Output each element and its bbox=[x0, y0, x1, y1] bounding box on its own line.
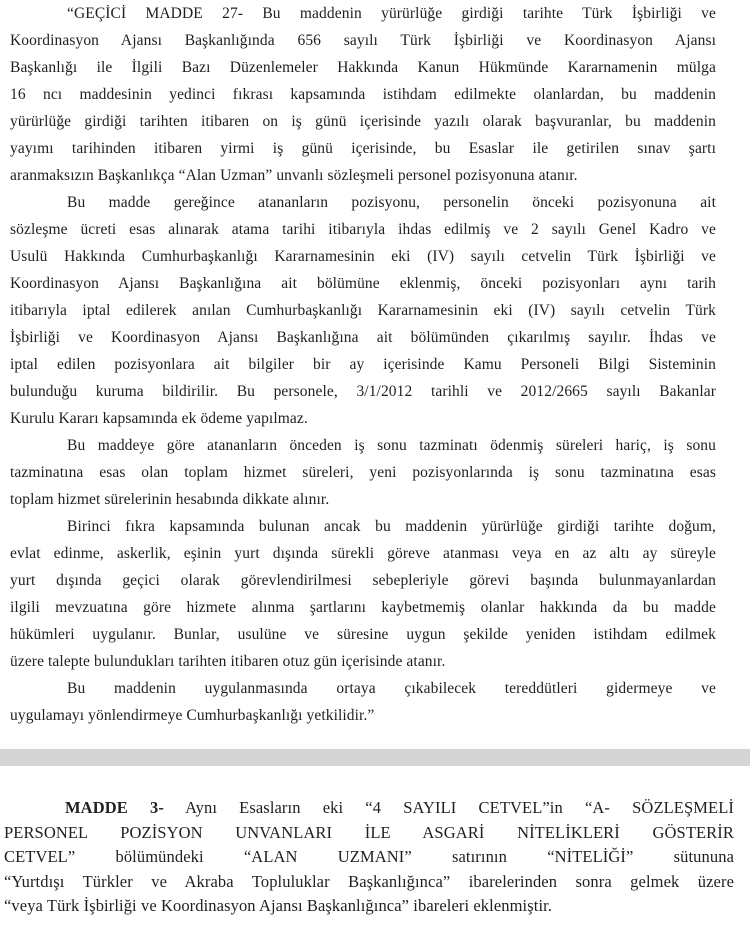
text-line: “GEÇİCİ MADDE 27- Bu maddenin yürürlüğe girdiği tarihte Türk İşbirliği ve bbox=[67, 5, 716, 22]
text-line: tazminatına esas olan toplam hizmet süreleri, yeni pozisyonlarında iş sonu tazminatına esas bbox=[10, 464, 716, 481]
text-line: Koordinasyon Ajansı Başkanlığında 656 sayılı Türk İşbirliği ve Koordinasyon Ajansı bbox=[10, 32, 716, 49]
text-line: Birinci fıkra kapsamında bulunan ancak bu maddenin yürürlüğe girdiği tarihte doğum, bbox=[67, 518, 716, 535]
text-line: Bu maddenin uygulanmasında ortaya çıkabilecek tereddütleri gidermeye ve bbox=[67, 680, 716, 697]
section-madde-3 bbox=[4, 796, 734, 919]
text-line: toplam hizmet sürelerinin hesabında dikkate alınır. bbox=[10, 491, 330, 508]
text-line: yürürlüğe girdiği tarihten itibaren on iş günü içerisinde yazılı olarak başvuranlar, bu maddenin bbox=[10, 113, 716, 130]
section-divider bbox=[0, 749, 750, 766]
madde-3-label: MADDE 3- bbox=[65, 798, 164, 817]
text-line: İşbirliği ve Koordinasyon Ajansı Başkanlığına ait bölümünden çıkarılmış sayılır. İhdas ve bbox=[10, 329, 716, 346]
text-line: “Yurtdışı Türkler ve Akraba Topluluklar Başkanlığınca” ibarelerinden sonra gelmek üzere bbox=[4, 871, 734, 891]
paragraph-1 bbox=[10, 0, 716, 189]
text-line: bulunduğu kuruma bildirilir. Bu personele, 3/1/2012 tarihli ve 2012/2665 sayılı Bakanlar bbox=[10, 383, 716, 400]
text-line: aranmaksızın Başkanlıkça “Alan Uzman” unvanlı sözleşmeli personel pozisyonuna atanır. bbox=[10, 167, 578, 184]
section-gecici-madde-27 bbox=[10, 0, 716, 729]
text-line: sözleşme ücreti esas alınarak atama tarihi itibarıyla ihdas edilmiş ve 2 sayılı Genel Kadro ve bbox=[10, 221, 716, 238]
text-line: yayımı tarihinden itibaren yirmi iş günü içerisinde, bu Esaslar ile getirilen sınav şartı bbox=[10, 140, 716, 157]
paragraph-5 bbox=[10, 675, 716, 729]
text-line: iptal edilen pozisyonlara ait bilgiler bir ay içerisinde Kamu Personeli Bilgi Sisteminin bbox=[10, 356, 716, 373]
text-line: üzere talepte bulundukları tarihten itibaren otuz gün içerisinde atanır. bbox=[10, 653, 446, 670]
text-line: PERSONEL POZİSYON UNVANLARI İLE ASGARİ NİTELİKLERİ GÖSTERİR bbox=[4, 822, 734, 842]
paragraph-madde-3 bbox=[4, 796, 734, 919]
paragraph-3 bbox=[10, 432, 716, 513]
text-line: Koordinasyon Ajansı Başkanlığına ait bölümüne eklenmiş, önceki pozisyonları aynı tarih bbox=[10, 275, 716, 292]
text-line: hükümleri uygulanır. Bunlar, usulüne ve süresine uygun şekilde yeniden istihdam edilmek bbox=[10, 626, 716, 643]
text-line: yurt dışında geçici olarak görevlendirilmesi sebepleriyle görevi başında bulunmayanlardan bbox=[10, 572, 716, 589]
text-line: Bu maddeye göre atananların önceden iş sonu tazminatı ödenmiş süreleri hariç, iş sonu bbox=[67, 437, 716, 454]
text-line: Başkanlığı ile İlgili Bazı Düzenlemeler Hakkında Kanun Hükmünde Kararnamenin mülga bbox=[10, 59, 716, 76]
text-line: Usulü Hakkında Cumhurbaşkanlığı Kararnamesinin eki (IV) sayılı cetvelin Türk İşbirliği ve bbox=[10, 248, 716, 265]
madde-3-first-line-text: Aynı Esasların eki “4 SAYILI CETVEL”in “A- SÖZLEŞMELİ bbox=[185, 798, 734, 817]
text-line: uygulamayı yönlendirmeye Cumhurbaşkanlığı yetkilidir.” bbox=[10, 707, 375, 724]
text-line: CETVEL” bölümündeki “ALAN UZMANI” satırının “NİTELİĞİ” sütununa bbox=[4, 847, 734, 866]
text-line: 16 ncı maddesinin yedinci fıkrası kapsamında istihdam edilmekte olanlardan, bu maddenin bbox=[10, 86, 716, 103]
text-line: “veya Türk İşbirliği ve Koordinasyon Ajansı Başkanlığınca” ibareleri eklenmiştir. bbox=[4, 896, 553, 915]
paragraph-2 bbox=[10, 189, 716, 432]
text-line: ilgili mevzuatına göre hizmete alınma şartlarını kaybetmemiş olanlar hakkında da bu madde bbox=[10, 599, 716, 616]
text-line: evlat edinme, askerlik, eşinin yurt dışında sürekli göreve atanması veya en az altı ay süreyle bbox=[10, 545, 716, 562]
text-line bbox=[4, 796, 734, 821]
text-line: itibarıyla iptal edilerek anılan Cumhurbaşkanlığı Kararnamesinin eki (IV) sayılı cetvelin Türk bbox=[10, 302, 716, 319]
text-line: Kurulu Kararı kapsamında ek ödeme yapılmaz. bbox=[10, 410, 308, 427]
text-line: Bu madde gereğince atananların pozisyonu, personelin önceki pozisyonuna ait bbox=[67, 194, 716, 211]
paragraph-4 bbox=[10, 513, 716, 675]
